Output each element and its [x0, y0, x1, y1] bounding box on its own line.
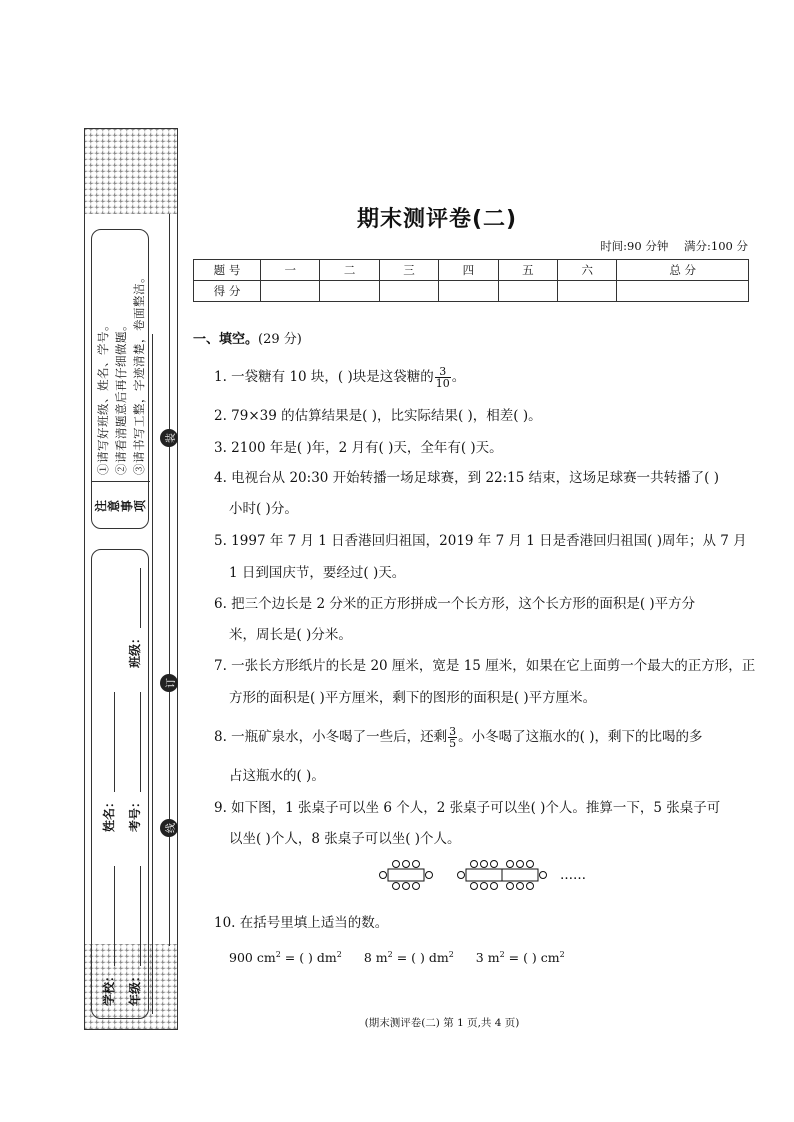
superscript: 2 — [499, 950, 505, 959]
seal-zhuang: 装 — [160, 429, 178, 447]
score-cell: 总 分 — [617, 260, 749, 281]
score-input-cell[interactable] — [439, 281, 498, 302]
chair-shape — [393, 861, 400, 868]
time-limit: 时间:90 分钟 — [600, 239, 669, 253]
unit-item: = ( ) dm — [392, 950, 449, 966]
score-cell: 六 — [558, 260, 617, 281]
fraction — [448, 726, 457, 749]
tables-chairs-figure — [378, 857, 608, 893]
chair-shape — [507, 861, 514, 868]
table-shape — [466, 869, 502, 881]
unit-item: = ( ) cm — [504, 950, 560, 966]
section-points: (29 分) — [258, 332, 302, 347]
score-cell: 题 号 — [194, 260, 261, 281]
question-8-line-2: 占这瓶水的( )。 — [229, 768, 325, 784]
section-title — [193, 328, 302, 347]
score-input-cell[interactable] — [379, 281, 438, 302]
chair-shape — [413, 861, 420, 868]
seal-ding: 订 — [160, 674, 178, 692]
question-9-line-1: 9. 如下图，1 张桌子可以坐 6 个人，2 张桌子可以坐( )个人。推算一下，5 张桌子可 — [214, 800, 721, 816]
student-info-box — [91, 549, 149, 1019]
number-label: 考号： — [128, 795, 142, 832]
score-input-cell[interactable] — [558, 281, 617, 302]
score-cell: 三 — [379, 260, 438, 281]
chair-shape — [481, 883, 488, 890]
chair-shape — [481, 861, 488, 868]
question-10-items — [229, 947, 565, 966]
chair-shape — [517, 861, 524, 868]
binding-strip — [84, 128, 178, 1030]
question-4-line-2: 小时( )分。 — [229, 501, 298, 517]
fraction — [435, 366, 451, 389]
superscript: 2 — [559, 950, 565, 959]
fraction-numerator: 3 — [435, 366, 451, 378]
score-input-cell[interactable] — [498, 281, 557, 302]
superscript: 2 — [448, 950, 454, 959]
grade-field[interactable] — [128, 866, 141, 966]
notice-items — [92, 230, 150, 481]
grade-label: 年级： — [128, 969, 142, 1006]
unit-item: 8 m — [363, 950, 388, 966]
question-text: 。 — [451, 369, 466, 385]
question-10: 10. 在括号里填上适当的数。 — [214, 915, 389, 931]
chair-shape — [458, 872, 465, 879]
notice-title-char: 意 — [107, 500, 121, 513]
unit-item: = ( ) dm — [280, 950, 337, 966]
superscript: 2 — [387, 950, 393, 959]
question-2: 2. 79×39 的估算结果是( )，比实际结果( )，相差( )。 — [214, 408, 542, 424]
superscript: 2 — [336, 950, 342, 959]
fraction-denominator: 5 — [449, 737, 457, 750]
score-cell: 四 — [439, 260, 498, 281]
figure-ellipsis: …… — [560, 868, 586, 883]
question-6-line-1: 6. 把三个边长是 2 分米的正方形拼成一个长方形，这个长方形的面积是( )平方分 — [214, 596, 696, 612]
notice-title — [92, 481, 150, 530]
class-field[interactable] — [128, 568, 141, 628]
question-6-line-2: 米，周长是( )分米。 — [229, 627, 352, 643]
question-4-line-1: 4. 电视台从 20:30 开始转播一场足球赛，到 22:15 结束，这场足球赛一共转播了( ) — [214, 470, 719, 486]
score-input-cell[interactable] — [261, 281, 320, 302]
chair-shape — [527, 883, 534, 890]
question-text: 。小冬喝了这瓶水的( )，剩下的比喝的多 — [458, 729, 703, 745]
chair-shape — [380, 872, 387, 879]
unit-item: 3 m — [475, 950, 500, 966]
chair-shape — [403, 883, 410, 890]
chair-shape — [471, 883, 478, 890]
question-text: 1. 一袋糖有 10 块，( )块是这袋糖的 — [214, 369, 434, 385]
question-5-line-2: 1 日到国庆节，要经过( )天。 — [229, 565, 406, 581]
table-shape — [388, 869, 424, 881]
school-field[interactable] — [102, 866, 115, 966]
score-table-header-row — [194, 260, 749, 281]
full-score: 满分:100 分 — [684, 239, 748, 253]
notice-item: ①请写好班级、姓名、学号。 — [96, 319, 110, 475]
chair-shape — [426, 872, 433, 879]
chair-shape — [403, 861, 410, 868]
score-cell: 五 — [498, 260, 557, 281]
fraction-denominator: 10 — [435, 377, 450, 390]
question-7-line-2: 方形的面积是( )平方厘米，剩下的图形的面积是( )平方厘米。 — [229, 690, 597, 706]
question-8-line-1 — [214, 726, 703, 749]
chair-shape — [471, 861, 478, 868]
notice-item: ③请书写工整，字迹清楚，卷面整洁。 — [132, 271, 146, 475]
school-label: 学校： — [102, 969, 116, 1006]
info-row-top — [100, 688, 117, 1006]
notice-title-char: 项 — [133, 500, 147, 513]
chair-shape — [527, 861, 534, 868]
chair-shape — [491, 883, 498, 890]
question-1 — [214, 366, 465, 389]
score-table-score-row — [194, 281, 749, 302]
chair-shape — [491, 861, 498, 868]
question-5-line-1: 5. 1997 年 7 月 1 日香港回归祖国，2019 年 7 月 1 日是香港回归祖国( )周年；从 7 月 — [214, 533, 747, 549]
superscript: 2 — [275, 950, 281, 959]
number-field[interactable] — [128, 692, 141, 792]
score-cell: 得 分 — [194, 281, 261, 302]
name-label: 姓名： — [102, 795, 116, 832]
page-title: 期末测评卷(二) — [356, 207, 518, 232]
name-field[interactable] — [102, 692, 115, 792]
question-9-line-2: 以坐( )个人，8 张桌子可以坐( )个人。 — [229, 831, 461, 847]
notice-item: ②请看清题意后再仔细做题。 — [114, 319, 128, 475]
score-input-cell[interactable] — [320, 281, 379, 302]
chair-shape — [507, 883, 514, 890]
exam-info — [588, 238, 748, 254]
notice-title-char: 注 — [94, 500, 108, 513]
notice-title-char: 事 — [120, 500, 134, 513]
score-table — [193, 259, 749, 302]
unit-item: 900 cm — [229, 950, 276, 966]
notice-box — [91, 229, 149, 529]
section-title-text: 一、填空。 — [193, 332, 259, 347]
question-3: 3. 2100 年是( )年，2 月有( )天，全年有( )天。 — [214, 440, 503, 456]
chair-shape — [517, 883, 524, 890]
score-cell: 一 — [261, 260, 320, 281]
question-7-line-1: 7. 一张长方形纸片的长是 20 厘米，宽是 15 厘米，如果在它上面剪一个最大的正方形，正 — [214, 658, 756, 674]
score-input-cell[interactable] — [617, 281, 749, 302]
question-text: 8. 一瓶矿泉水，小冬喝了一些后，还剩 — [214, 729, 448, 745]
cut-line — [152, 334, 153, 1014]
page-footer: (期末测评卷(二) 第 1 页,共 4 页) — [364, 1017, 520, 1029]
seal-xian: 线 — [160, 819, 178, 837]
info-row-bottom — [126, 564, 143, 1006]
fraction-numerator: 3 — [449, 725, 457, 738]
class-label: 班级： — [128, 631, 142, 668]
chair-shape — [393, 883, 400, 890]
chair-shape — [413, 883, 420, 890]
table-shape — [502, 869, 538, 881]
chair-shape — [540, 872, 547, 879]
score-cell: 二 — [320, 260, 379, 281]
